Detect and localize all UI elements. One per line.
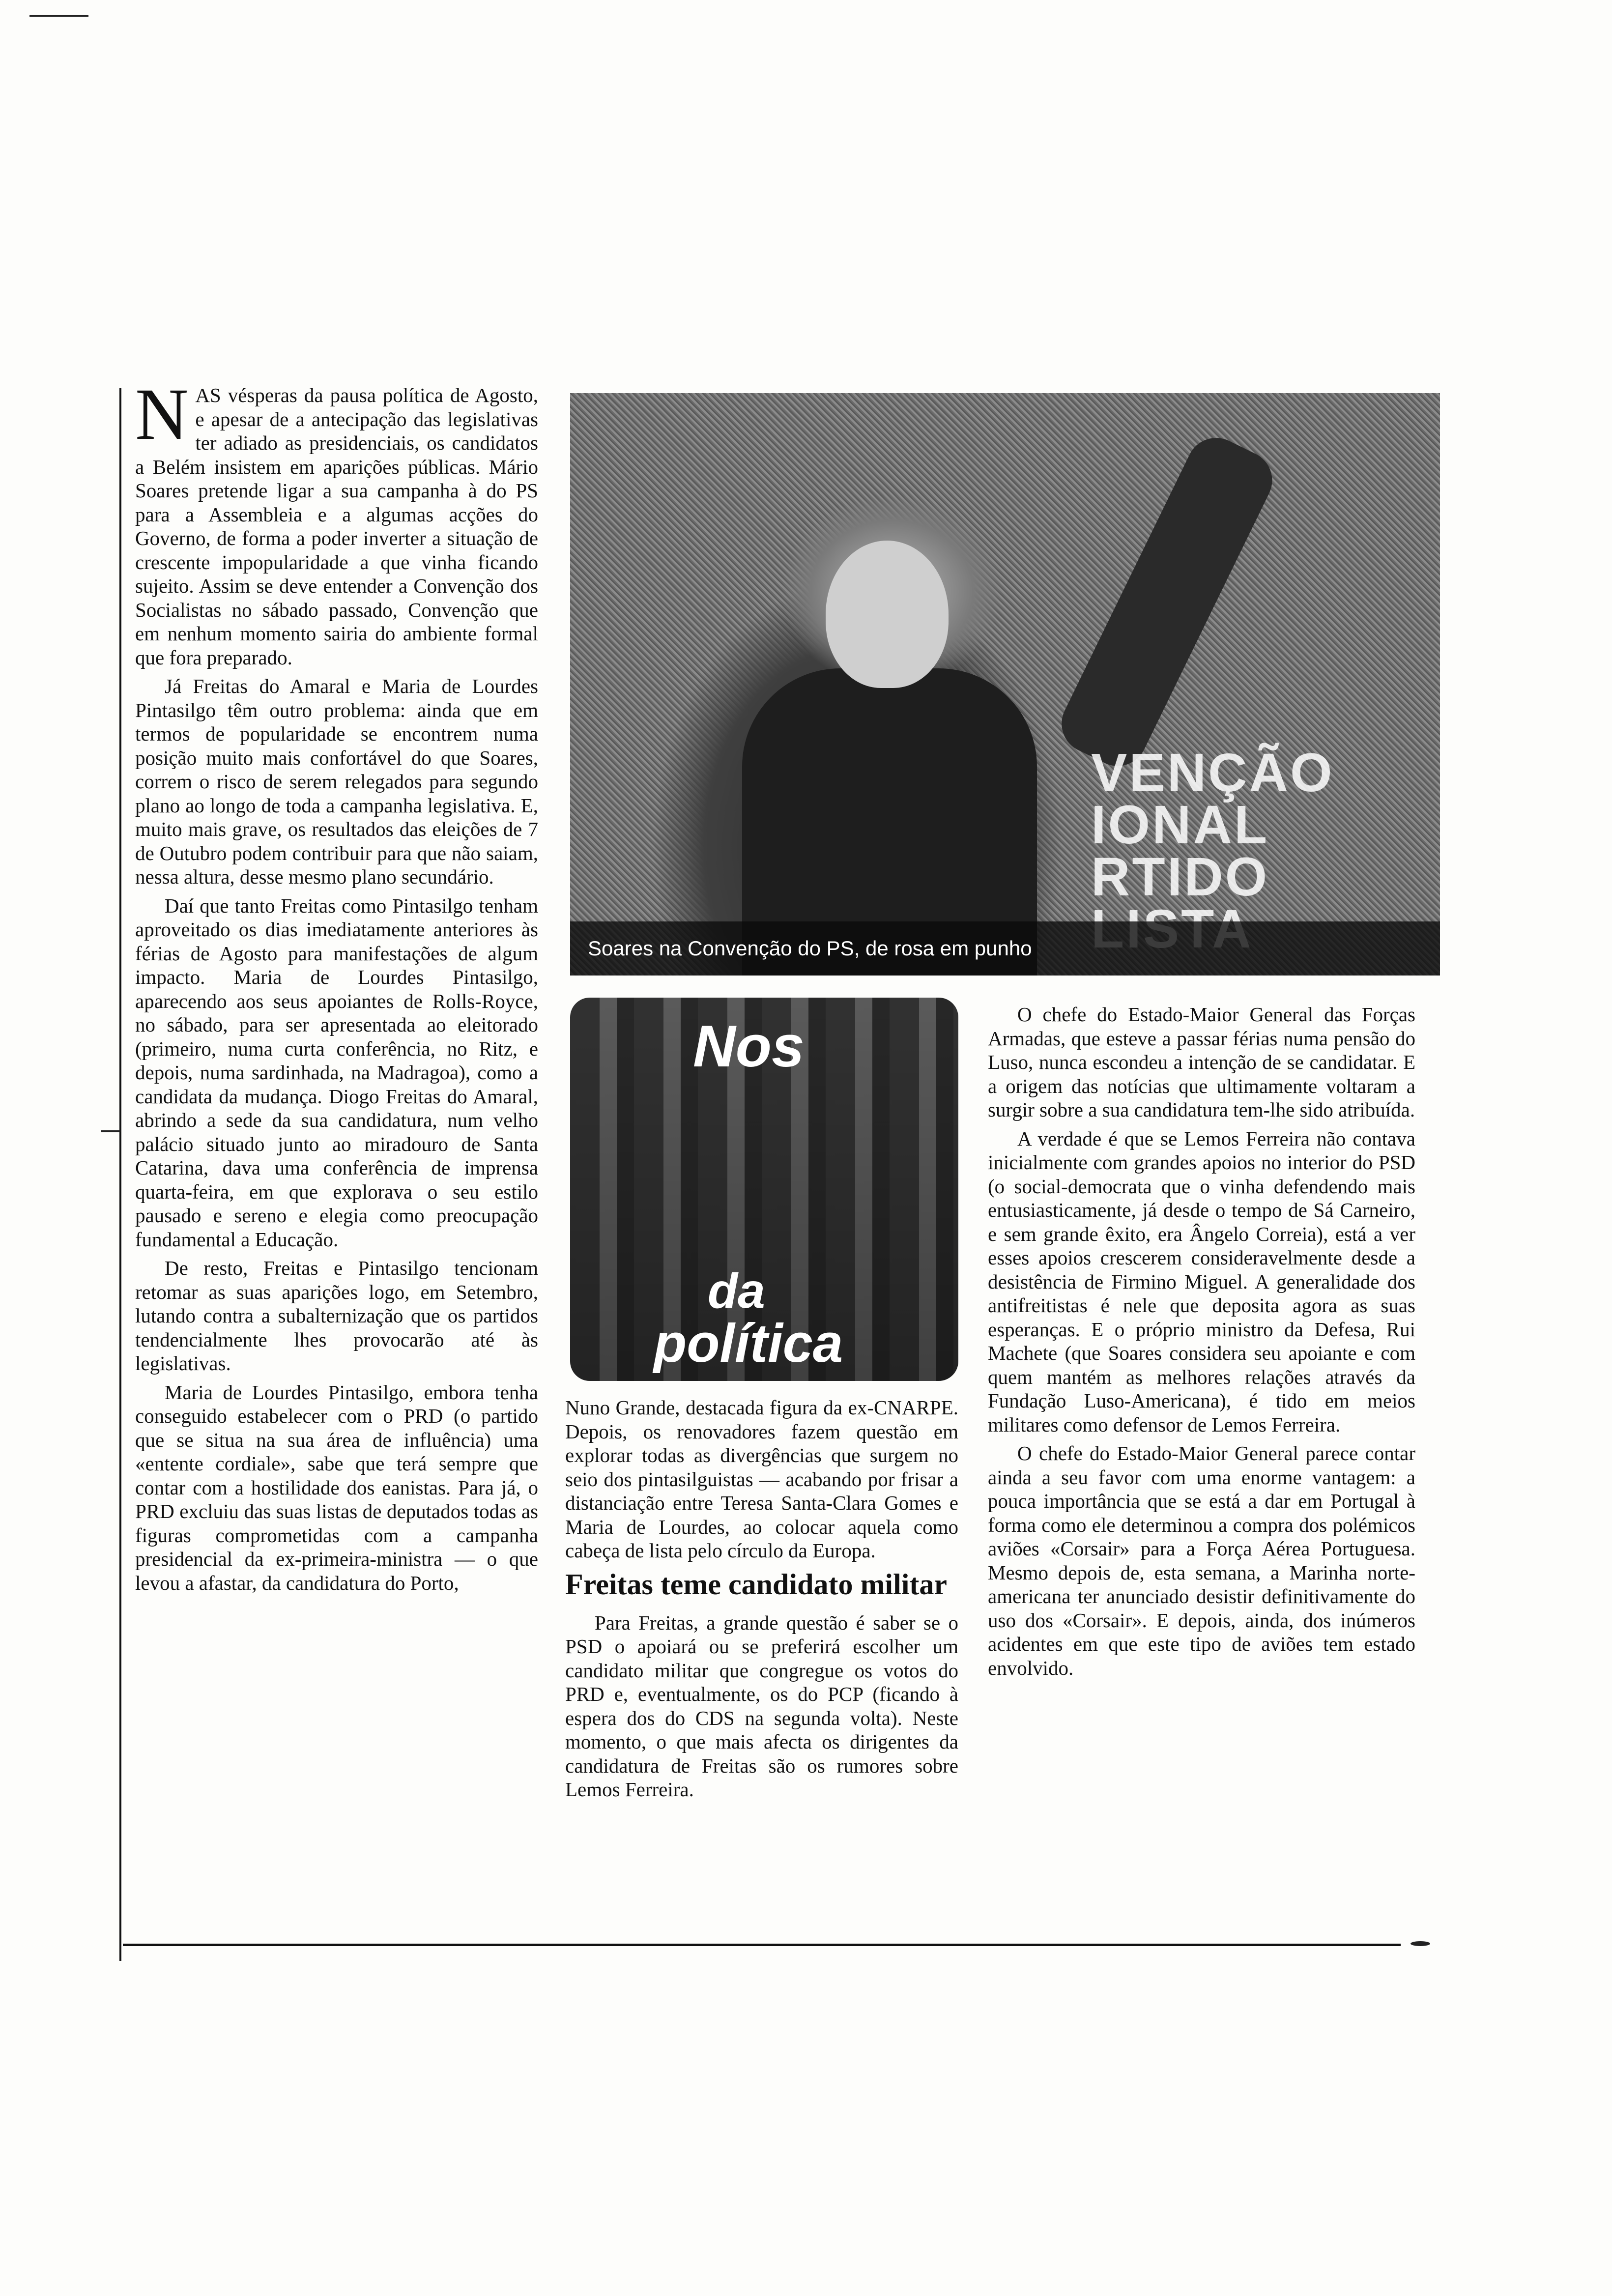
paragraph: Nuno Grande, destacada figura da ex-CNARPE. Depois, os renovadores fazem questão em explorar todas as divergências que surgem no seio dos pintasilguistas — acabando por frisar a distanciação entre Teresa Santa-Clara Gomes e Maria de Lourdes, ao colocar aquela como cabeça de lista pelo círculo da Europa. <box>565 1396 958 1562</box>
article-column-3 <box>988 1003 1415 1912</box>
headline-box <box>570 998 958 1381</box>
paragraph: De resto, Freitas e Pintasilgo tencionam retomar as suas aparições logo, em Setembro, lutando contra a subalternização que os partidos tendencialmente lhes provocarão até às legislativas. <box>135 1257 538 1375</box>
headline-line-1: Nos <box>693 1013 805 1079</box>
paragraph: Maria de Lourdes Pintasilgo, embora tenha conseguido estabelecer com o PRD (o partido que se situa na sua área de influência) uma «entente cordiale», sabe que terá sempre que contar com a hostilidade dos eanistas. Para já, o PRD excluiu das suas listas de deputados todas as figuras comprometidas com a campanha presidencial da ex-primeira-ministra — o que levou a afastar, da candidatura do Porto, <box>135 1380 538 1594</box>
paragraph: O chefe do Estado-Maior General das Forças Armadas, que esteve a passar férias numa pensão do Luso, nunca escondeu a intenção de se candidatar. E a origem das notícias que ultimamente voltaram a surgir sobre a sua candidatura tem-lhe sido atribuída. <box>988 1003 1415 1121</box>
subheading: Freitas teme candidato militar <box>565 1568 948 1601</box>
article-column-1 <box>135 373 538 1897</box>
scan-artifact <box>101 1130 120 1132</box>
bottom-rule <box>123 1944 1401 1946</box>
article-column-2 <box>565 1396 958 1912</box>
lead-paragraph-text: AS vésperas da pausa política de Agosto, e apesar de a antecipação das legislativas ter adiado as presidenciais, os candidatos a Belém insistem em aparições públicas. Mário Soares pretende ligar a sua campanha à do PS para a Assembleia e a algumas acções do Governo, de forma a poder inverter a situação de crescente impopularidade a que vinha ficando sujeito. Assim se deve entender a Convenção dos Socialistas no sábado passado, Convenção que em nenhum momento sairia do ambiente formal que fora preparado. <box>135 384 538 669</box>
paragraph: O chefe do Estado-Maior General parece contar ainda a seu favor com uma enorme vantagem: a pouca importância que se está a dar em Portugal à forma como ele determinou a compra dos polémicos aviões «Corsair» para a Força Aérea Portuguesa. Mesmo depois de, esta semana, a Marinha norte-americana ter anunciado desistir definitivamente do uso dos «Corsair». E depois, ainda, dos inúmeros acidentes em que este tipo de aviões tem estado envolvido. <box>988 1442 1415 1679</box>
paragraph: Daí que tanto Freitas como Pintasilgo tenham aproveitado os dias imediatamente anteriores às férias de Agosto para manifestações de algum impacto. Maria de Lourdes Pintasilgo, aparecendo aos seus apoiantes de Rolls-Royce, no sábado, para ser apresentada ao eleitorado (primeiro, numa curta conferência, no Ritz, e depois, numa sardinhada, na Madragoa), como a candidata da mudança. Diogo Freitas do Amaral, abrindo a sede da sua candidatura, num velho palácio situado junto ao miradouro de Santa Catarina, dava uma conferência de imprensa quarta-feira, em que explorava o seu estilo pausado e sereno e elegia como preocupação fundamental a Educação. <box>135 894 538 1251</box>
paragraph: Para Freitas, a grande questão é saber se o PSD o apoiará ou se preferirá escolher um candidato militar que congregue os votos do PRD e, eventualmente, os do PCP (ficando à espera dos do CDS na segunda volta). Neste momento, o que mais afecta os dirigentes da candidatura de Freitas são os rumores sobre Lemos Ferreira. <box>565 1611 958 1801</box>
lead-paragraph <box>135 373 538 669</box>
headline-line-3: política <box>654 1313 843 1374</box>
news-photo <box>570 393 1440 976</box>
paragraph: A verdade é que se Lemos Ferreira não contava inicialmente com grandes apoios no interior do PSD (o social-democrata que o vinha defendendo mais entusiasticamente, já desde o tempo de Sá Carneiro, e sem grande êxito, era Ângelo Correia), está a ver esses apoios crescerem consideravelmente desde a desistência de Firmino Miguel. A generalidade dos antifreitistas é nele que deposita agora as suas esperanças. E o próprio ministro da Defesa, Rui Machete (que Soares considera seu apoiante e com quem mantém as melhores relações através da Fundação Luso-Americana), é tido em meios militares como defensor de Lemos Ferreira. <box>988 1127 1415 1436</box>
left-margin-rule <box>119 388 121 1961</box>
scan-artifact <box>1410 1941 1430 1946</box>
headline-line-2: da <box>708 1263 765 1319</box>
photo-caption: Soares na Convenção do PS, de rosa em punho <box>570 921 1440 976</box>
raised-arm-shape <box>1052 428 1282 776</box>
drop-cap: N <box>135 373 189 455</box>
photo-banner-text: VENÇÃO IONAL RTIDO <box>1091 743 1334 907</box>
figure-head-shape <box>826 541 949 688</box>
paragraph: Já Freitas do Amaral e Maria de Lourdes Pintasilgo têm outro problema: ainda que em termos de popularidade se encontrem numa posição muito mais confortável do que Soares, correm o risco de serem relegados para segundo plano ao longo de toda a campanha legislativa. E, muito mais grave, os resultados das eleições de 7 de Outubro podem contribuir para que não saiam, nessa altura, desse mesmo plano secundário. <box>135 675 538 888</box>
scan-artifact <box>29 15 88 17</box>
